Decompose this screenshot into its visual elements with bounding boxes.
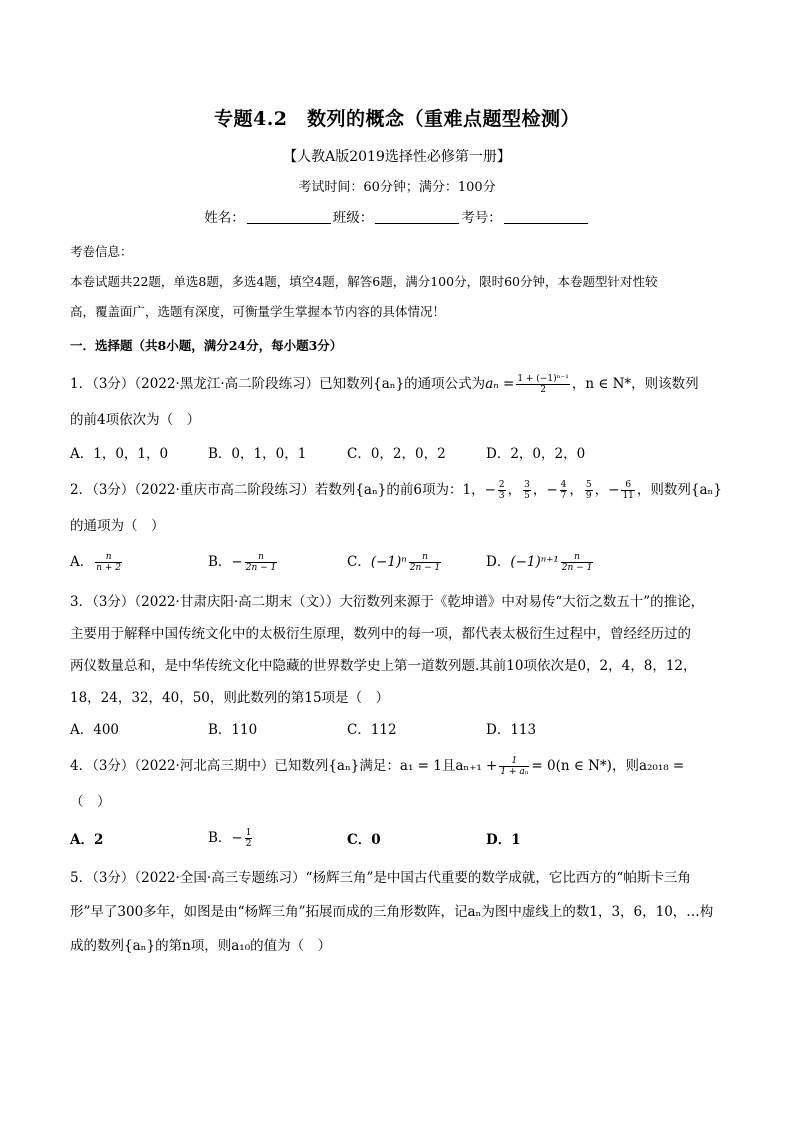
question-5-line-1: 5．（3分）（2022·全国·高三专题练习）“杨辉三角”是中国古代重要的数学成就，它比西方的“帕斯卡三角 (70, 870, 691, 886)
q1-fraction (516, 374, 570, 395)
q2-c-num: n (409, 552, 442, 563)
q2-seq-6-den: 11 (622, 491, 634, 501)
question-2-line-2: 的通项为（ ） (70, 518, 165, 534)
q2-seq-2-num: 2 (498, 480, 505, 490)
q2-seq-3-num: 3 (524, 480, 530, 490)
q2-seq-6-num: 6 (621, 480, 634, 491)
q1-option-c[interactable]: C．0，2，0，2 (347, 446, 446, 462)
q2-seq-4-num: 4 (560, 480, 567, 490)
question-3-line-1: 3．（3分）（2022·甘肃庆阳·高二期末（文））大衍数列来源于《乾坤谱》中对易传“大衍之数五十”的推论， (70, 594, 705, 610)
section-heading: 一．选择题（共8小题，满分24分，每小题3分） (70, 338, 343, 353)
q2-option-c[interactable] (347, 550, 443, 573)
q2-seq-5 (583, 480, 595, 501)
q2-seq-4-den: 7 (560, 491, 567, 501)
q2-seq-3 (521, 480, 533, 501)
q2-d-den: 2n − 1 (561, 563, 593, 573)
q2-seq-4: − $\frac{4}{7}$ (546, 480, 567, 501)
name-label: 姓名： (204, 210, 245, 226)
q2-b-den: 2n − 1 (245, 563, 277, 573)
q4-option-a[interactable]: A．2 (70, 832, 104, 848)
q2-option-b-label: B． (208, 554, 232, 570)
q4-frac-num: 1 (499, 756, 529, 767)
question-5-line-2: 形”早了300多年，如图是由“杨辉三角”拓展而成的三角形数阵，记aₙ为图中虚线上的数1，3，6，10，…构 (70, 904, 714, 920)
q2-b-pre: − (231, 554, 243, 570)
q2-c-den: 2n − 1 (409, 563, 441, 573)
q4-option-b-label: B． (208, 830, 232, 846)
question-5-line-3: 成的数列{aₙ}的第n项，则a₁₀的值为（ ） (70, 938, 332, 954)
q2-d-pre: (−1)ⁿ⁺¹ (510, 554, 559, 570)
question-3-line-3: 两仪数量总和，是中华传统文化中隐藏的世界数学史上第一道数列题.其前10项依次是0，2，4，8，12， (70, 658, 697, 674)
q2-seq-5-den: 9 (585, 491, 592, 501)
page-title: 专题4.2 数列的概念（重难点题型检测） (213, 108, 581, 130)
edition-label: 【人教A版2019选择性必修第一册】 (283, 149, 511, 165)
q2-option-b[interactable] (208, 550, 279, 573)
q2-option-c-label: C． (347, 554, 371, 570)
q4-text: 4．（3分）（2022·河北高三期中）已知数列{aₙ}满足：a₁ = 1且aₙ₊₁ + (70, 758, 498, 774)
q2-suffix: ，则数列{aₙ} (636, 482, 722, 498)
q3-option-b[interactable]: B．110 (208, 722, 258, 738)
q2-seq-2-den: 3 (498, 491, 505, 501)
q1-frac-den: 2 (540, 385, 546, 395)
number-blank[interactable] (504, 209, 588, 224)
q4-option-b[interactable] (208, 826, 254, 849)
q2-d-num: n (561, 552, 594, 563)
q4-text-post: = 0(n ∈ N*)，则a₂₀₁₈ = (531, 758, 685, 774)
q2-text: 2．（3分）（2022·重庆市高二阶段练习）若数列{aₙ}的前6项为：1， (70, 482, 485, 498)
q4-b-num: 1 (245, 828, 252, 838)
q2-seq-2: − $\frac{2}{3}$ (484, 480, 505, 501)
exam-time: 考试时间：60分钟；满分：100分 (298, 180, 496, 195)
info-heading: 考卷信息： (70, 244, 133, 259)
q2-c-pre: (−1)ⁿ (370, 554, 407, 570)
q1-option-a[interactable]: A．1，0，1，0 (70, 446, 169, 462)
info-line-1: 本卷试题共22题，单选8题，多选4题，填空4题，解答6题，满分100分，限时60分钟，本卷题型针对性较 (70, 274, 658, 289)
question-3-line-4: 18，24，32，40，50，则此数列的第15项是（ ） (70, 690, 390, 706)
q2-a-den: n + 2 (96, 563, 122, 573)
q4-option-d[interactable]: D．1 (486, 832, 521, 848)
q1-option-b[interactable]: B．0，1，0，1 (208, 446, 307, 462)
q1-formula-lhs: aₙ = (485, 376, 515, 392)
question-2-line-1: 2．（3分）（2022·重庆市高二阶段练习）若数列{aₙ}的前6项为：1，− $\frac{2}{3}$ ， $\frac{3}{5}$ ，− $\frac{4}{7}$ ， $\frac{5}{9}$ ，− $\frac{6}{11}$ ，则数列{aₙ} (70, 480, 722, 501)
q4-frac-den: 1 + aₙ (500, 767, 529, 777)
q2-seq-3-den: 5 (524, 491, 530, 501)
info-line-2: 高，覆盖面广，选题有深度，可衡量学生掌握本节内容的具体情况！ (70, 304, 446, 319)
q2-a-num: n (95, 552, 122, 563)
q3-option-c[interactable]: C．112 (347, 722, 397, 738)
question-1-line-2: 的前4项依次为（ ） (70, 412, 201, 428)
q3-option-a[interactable]: A．400 (70, 722, 120, 738)
question-3-line-2: 主要用于解释中国传统文化中的太极衍生原理，数列中的每一项，都代表太极衍生过程中，曾经经历过的 (70, 626, 691, 642)
q1-frac-num: 1 + (−1)ⁿ⁻¹ (517, 374, 569, 384)
name-blank[interactable] (247, 209, 331, 224)
q2-option-d-label: D． (486, 554, 511, 570)
class-label: 班级： (332, 210, 374, 226)
q2-option-a-label: A． (70, 554, 94, 570)
number-label: 考号： (461, 210, 502, 226)
q1-option-d[interactable]: D．2，0，2，0 (486, 446, 586, 462)
q1-suffix: ，n ∈ N*，则该数列 (571, 376, 699, 392)
q2-b-num: n (245, 552, 278, 563)
student-info-row (0, 206, 794, 226)
q4-option-c[interactable]: C．0 (347, 832, 381, 848)
q2-seq-5-num: 5 (585, 480, 592, 490)
q1-text: 1．（3分）（2022·黑龙江·高二阶段练习）已知数列{aₙ}的通项公式为 (70, 376, 486, 392)
q2-option-d[interactable] (486, 550, 595, 573)
question-4-line-1 (70, 754, 684, 777)
q2-seq-6: − $\frac{6}{11}$ (608, 480, 634, 501)
q4-b-den: 2 (245, 839, 252, 849)
class-blank[interactable] (375, 209, 459, 224)
q2-option-a[interactable] (70, 550, 124, 573)
question-4-line-2: （ ） (70, 794, 111, 810)
q4-b-pre: − (231, 830, 243, 846)
question-1-line-1 (70, 372, 699, 395)
q3-option-d[interactable]: D．113 (486, 722, 537, 738)
